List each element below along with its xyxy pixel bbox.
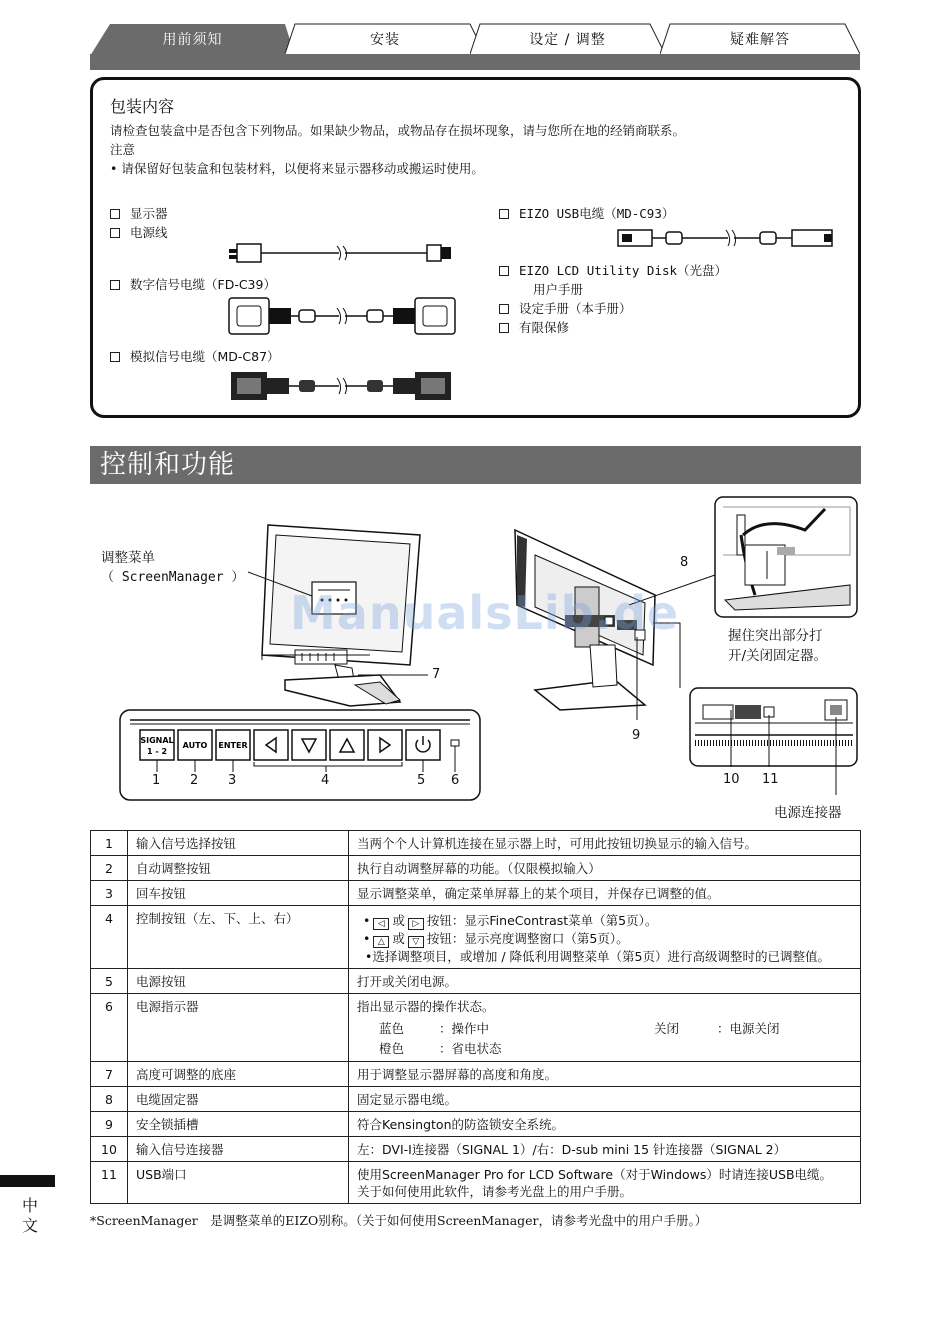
table-row — [91, 881, 861, 906]
item-setup-manual — [499, 299, 632, 317]
monitor-front-diagram — [90, 490, 510, 820]
svg-text:AUTO: AUTO — [182, 741, 208, 750]
row-number: 1 — [91, 831, 128, 856]
callout-3: 3 — [228, 773, 237, 788]
note-text: • 请保留好包装盒和包装材料，以便将来显示器移动或搬运时使用。 — [110, 161, 484, 176]
item-power-cord — [110, 223, 168, 241]
checkbox-icon — [110, 209, 120, 219]
checkbox-icon — [499, 209, 509, 219]
callout-8: 8 — [680, 555, 689, 570]
item-label: 电源线 — [130, 225, 168, 240]
svg-text:ENTER: ENTER — [218, 741, 248, 750]
indicator-status-row — [357, 1020, 852, 1040]
item-label: 有限保修 — [519, 320, 570, 335]
analog-cable-icon — [227, 368, 457, 404]
item-user-manual: 用户手册 — [533, 282, 584, 297]
row-name: 电缆固定器 — [128, 1087, 349, 1112]
row-name: 控制按钮（左、下、上、右） — [128, 906, 349, 969]
item-label: 显示器 — [130, 206, 168, 221]
checkbox-icon — [110, 352, 120, 362]
cable-holder-note-line1: 握住突出部分打 — [728, 628, 823, 644]
tab-underline — [90, 54, 860, 70]
language-tab-marker — [0, 1175, 55, 1187]
tab-install[interactable] — [285, 22, 485, 56]
row-number: 6 — [91, 994, 128, 1062]
row-name: 高度可调整的底座 — [128, 1062, 349, 1087]
status-meaning: ：操作中 — [439, 1021, 490, 1036]
indicator-status-row — [357, 1040, 852, 1058]
table-row — [91, 906, 861, 969]
tab-label: 用前须知 — [162, 32, 223, 48]
checkbox-icon — [110, 280, 120, 290]
item-label: 模拟信号电缆（MD-C87） — [130, 349, 280, 364]
tab-label: 设定 / 调整 — [529, 32, 606, 48]
row-number: 9 — [91, 1112, 128, 1137]
desc-line: 使用ScreenManager Pro for LCD Software（对于Windows）时请连接USB电缆。 — [357, 1167, 833, 1182]
status-color: 橙色 — [379, 1041, 405, 1056]
row-name: 安全锁插槽 — [128, 1112, 349, 1137]
callout-9: 9 — [632, 728, 641, 743]
item-warranty — [499, 318, 569, 336]
row-name: 电源指示器 — [128, 994, 349, 1062]
desc-line: • △ 或 ▽ 按钮：显示亮度调整窗口（第5页）。 — [363, 931, 629, 947]
status-color: 蓝色 — [379, 1021, 405, 1036]
status-meaning: ：电源关闭 — [717, 1021, 780, 1036]
callout-5: 5 — [417, 773, 426, 788]
table-row — [91, 1112, 861, 1137]
desc-text: 按钮：显示FineContrast菜单（第5页）。 — [426, 913, 658, 928]
desc-text: 或 — [392, 913, 405, 928]
language-label: 中文 — [22, 1196, 39, 1235]
row-description: 用于调整显示器屏幕的高度和角度。 — [349, 1062, 861, 1087]
usb-cable-icon — [616, 226, 846, 250]
desc-line: 关于如何使用此软件，请参考光盘上的用户手册。 — [357, 1184, 633, 1199]
watermark: ManualsLib.de — [290, 586, 680, 640]
controls-table — [90, 830, 861, 1204]
callout-4: 4 — [321, 773, 330, 788]
row-description: 左：DVI-I连接器（SIGNAL 1）/右：D-sub mini 15 针连接器（SIGNAL 2） — [349, 1137, 861, 1162]
checkbox-icon — [499, 323, 509, 333]
checkbox-icon — [110, 228, 120, 238]
row-name: 回车按钮 — [128, 881, 349, 906]
callout-2: 2 — [190, 773, 199, 788]
footnote: *ScreenManager 是调整菜单的EIZO别称。（关于如何使用ScreenManager，请参考光盘中的用户手册。） — [90, 1213, 708, 1228]
row-name: 输入信号连接器 — [128, 1137, 349, 1162]
desc-line: •选择调整项目，或增加 / 降低利用调整菜单（第5页）进行高级调整时的已调整值。 — [365, 949, 830, 964]
status-color: 关闭 — [654, 1021, 680, 1036]
row-number: 8 — [91, 1087, 128, 1112]
desc-line: 指出显示器的操作状态。 — [357, 999, 495, 1014]
row-number: 3 — [91, 881, 128, 906]
item-monitor — [110, 204, 168, 222]
desc-text: 或 — [392, 931, 405, 946]
row-description — [349, 906, 861, 969]
row-name: 电源按钮 — [128, 969, 349, 994]
item-label: 数字信号电缆（FD-C39） — [130, 277, 276, 292]
row-number: 10 — [91, 1137, 128, 1162]
right-arrow-icon: ▷ — [408, 918, 424, 930]
row-name: USB端口 — [128, 1162, 349, 1204]
row-description: 显示调整菜单，确定菜单屏幕上的某个项目，并保存已调整的值。 — [349, 881, 861, 906]
cable-holder-note-line2: 开/关闭固定器。 — [728, 648, 828, 664]
table-row — [91, 1087, 861, 1112]
section-title: 控制和功能 — [90, 446, 861, 484]
checkbox-icon — [499, 266, 509, 276]
item-analog-cable — [110, 347, 280, 365]
table-row — [91, 831, 861, 856]
row-description — [349, 994, 861, 1062]
row-description: 打开或关闭电源。 — [349, 969, 861, 994]
checkbox-icon — [499, 304, 509, 314]
row-description: 执行自动调整屏幕的功能。（仅限模拟输入） — [349, 856, 861, 881]
up-arrow-icon: △ — [373, 936, 389, 948]
row-number: 7 — [91, 1062, 128, 1087]
left-arrow-icon: ◁ — [373, 918, 389, 930]
item-digital-cable — [110, 275, 276, 293]
table-row — [91, 1137, 861, 1162]
tab-label: 安装 — [370, 32, 400, 48]
callout-11: 11 — [762, 772, 779, 787]
tab-settings[interactable] — [470, 22, 665, 56]
table-row — [91, 1162, 861, 1204]
package-title: 包装内容 — [110, 97, 175, 116]
package-intro: 请检查包装盒中是否包含下列物品。如果缺少物品，或物品存在损坏现象，请与您所在地的经销商联系。 — [110, 123, 686, 138]
tab-label: 疑难解答 — [730, 32, 790, 48]
tab-troubleshooting[interactable] — [660, 22, 860, 56]
power-connector-label: 电源连接器 — [774, 805, 842, 821]
item-label: EIZO USB电缆（MD-C93） — [519, 206, 675, 221]
row-description: 符合Kensington的防盗锁安全系统。 — [349, 1112, 861, 1137]
table-row — [91, 856, 861, 881]
down-arrow-icon: ▽ — [408, 936, 424, 948]
item-label: 设定手册（本手册） — [519, 301, 632, 316]
callout-10: 10 — [723, 772, 740, 787]
table-row — [91, 1062, 861, 1087]
callout-7: 7 — [432, 667, 441, 682]
digital-cable-icon — [227, 294, 457, 338]
table-row — [91, 969, 861, 994]
row-number: 2 — [91, 856, 128, 881]
screenmanager-label: （ ScreenManager ） — [101, 570, 245, 585]
row-description: 当两个个人计算机连接在显示器上时，可用此按钮切换显示的输入信号。 — [349, 831, 861, 856]
table-row — [91, 994, 861, 1062]
row-name: 输入信号选择按钮 — [128, 831, 349, 856]
callout-1: 1 — [152, 773, 161, 788]
desc-line: • ◁ 或 ▷ 按钮：显示FineContrast菜单（第5页）。 — [363, 913, 658, 929]
package-contents-box — [90, 77, 861, 418]
row-number: 11 — [91, 1162, 128, 1204]
svg-text:SIGNAL: SIGNAL — [140, 736, 174, 745]
row-description — [349, 1162, 861, 1204]
row-number: 4 — [91, 906, 128, 969]
item-utility-disk — [499, 261, 727, 279]
power-cord-icon — [227, 240, 457, 266]
row-description: 固定显示器电缆。 — [349, 1087, 861, 1112]
svg-text:1 - 2: 1 - 2 — [146, 747, 168, 756]
item-label: EIZO LCD Utility Disk（光盘） — [519, 263, 728, 278]
desc-text: 按钮：显示亮度调整窗口（第5页）。 — [426, 931, 629, 946]
row-name: 自动调整按钮 — [128, 856, 349, 881]
tab-bar — [90, 22, 860, 70]
adjustment-menu-label: 调整菜单 — [101, 550, 155, 566]
row-number: 5 — [91, 969, 128, 994]
callout-6: 6 — [451, 773, 460, 788]
tab-before-use[interactable] — [90, 22, 295, 56]
note-label: 注意 — [110, 142, 136, 157]
status-meaning: ：省电状态 — [439, 1041, 502, 1056]
item-usb-cable — [499, 204, 674, 222]
